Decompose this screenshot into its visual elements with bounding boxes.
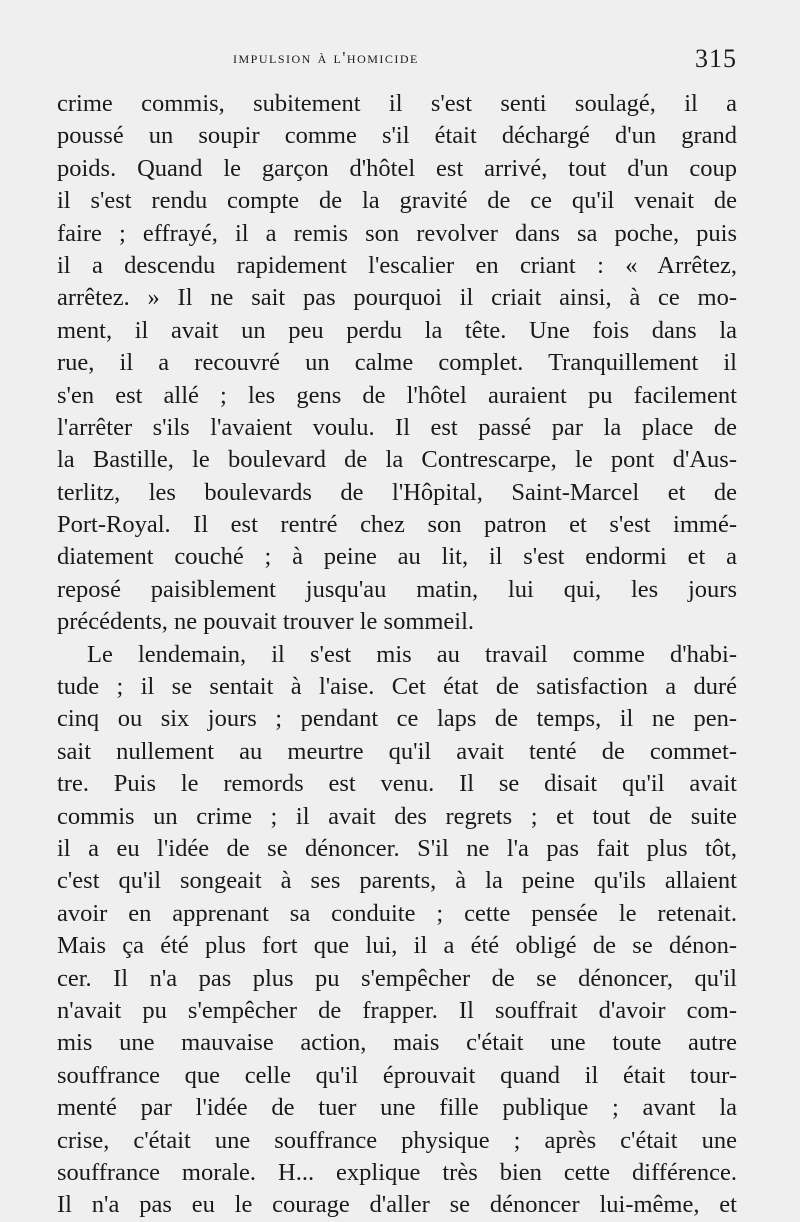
text-line: souffrance que celle qu'il éprouvait quand il était tour- xyxy=(57,1061,737,1089)
page-number: 315 xyxy=(695,44,737,73)
text-line: Mais ça été plus fort que lui, il a été obligé de se dénon- xyxy=(57,932,737,960)
text-line: il a eu l'idée de se dénoncer. S'il ne l'a pas fait plus tôt, xyxy=(57,834,737,862)
text-line: Port-Royal. Il est rentré chez son patron et s'est immé- xyxy=(57,511,737,539)
text-line: n'avait pu s'empêcher de frapper. Il souffrait d'avoir com- xyxy=(57,996,737,1024)
text-line: il a descendu rapidement l'escalier en criant : « Arrêtez, xyxy=(57,251,737,279)
paragraph-end-line: précédents, ne pouvait trouver le sommeil. xyxy=(57,608,475,636)
text-line: terlitz, les boulevards de l'Hôpital, Saint-Marcel et de xyxy=(57,478,737,506)
text-line: poids. Quand le garçon d'hôtel est arrivé, tout d'un coup xyxy=(57,154,737,182)
running-title: impulsion à l'homicide xyxy=(233,48,419,67)
text-line: la Bastille, le boulevard de la Contrescarpe, le pont d'Aus- xyxy=(57,446,737,474)
text-line: faire ; effrayé, il a remis son revolver dans sa poche, puis xyxy=(57,219,737,247)
text-line: avoir en apprenant sa conduite ; cette pensée le retenait. xyxy=(57,899,737,927)
text-line: commis un crime ; il avait des regrets ; et tout de suite xyxy=(57,802,737,830)
text-line: mis une mauvaise action, mais c'était une toute autre xyxy=(57,1029,737,1057)
text-line: sait nullement au meurtre qu'il avait tenté de commet- xyxy=(57,737,737,765)
text-line: crise, c'était une souffrance physique ; après c'était une xyxy=(57,1126,737,1154)
text-line: crime commis, subitement il s'est senti soulagé, il a xyxy=(57,90,737,117)
text-line: poussé un soupir comme s'il était déchargé d'un grand xyxy=(57,122,737,150)
paragraph-start-line: Le lendemain, il s'est mis au travail comme d'habi- xyxy=(87,640,737,668)
text-line: tre. Puis le remords est venu. Il se disait qu'il avait xyxy=(57,770,737,798)
text-line: l'arrêter s'ils l'avaient voulu. Il est passé par la place de xyxy=(57,413,737,441)
text-line: s'en est allé ; les gens de l'hôtel auraient pu facilement xyxy=(57,381,737,409)
text-line: reposé paisiblement jusqu'au matin, lui qui, les jours xyxy=(57,575,737,603)
text-line: menté par l'idée de tuer une fille publique ; avant la xyxy=(57,1094,737,1122)
text-line: il s'est rendu compte de la gravité de ce qu'il venait de xyxy=(57,187,737,215)
text-line: ment, il avait un peu perdu la tête. Une fois dans la xyxy=(57,316,737,344)
text-line: tude ; il se sentait à l'aise. Cet état de satisfaction a duré xyxy=(57,673,737,701)
text-line: rue, il a recouvré un calme complet. Tranquillement il xyxy=(57,349,737,377)
page-header xyxy=(57,44,737,80)
body-text xyxy=(57,88,737,1222)
text-line: arrêtez. » Il ne sait pas pourquoi il criait ainsi, à ce mo- xyxy=(57,284,737,312)
text-line: souffrance morale. H... explique très bien cette différence. xyxy=(57,1158,737,1186)
text-line: diatement couché ; à peine au lit, il s'est endormi et a xyxy=(57,543,737,571)
text-line: cinq ou six jours ; pendant ce laps de temps, il ne pen- xyxy=(57,705,737,733)
text-line: c'est qu'il songeait à ses parents, à la peine qu'ils allaient xyxy=(57,867,737,895)
text-line: cer. Il n'a pas plus pu s'empêcher de se dénoncer, qu'il xyxy=(57,964,737,992)
text-line: Il n'a pas eu le courage d'aller se dénoncer lui-même, et xyxy=(57,1191,737,1219)
